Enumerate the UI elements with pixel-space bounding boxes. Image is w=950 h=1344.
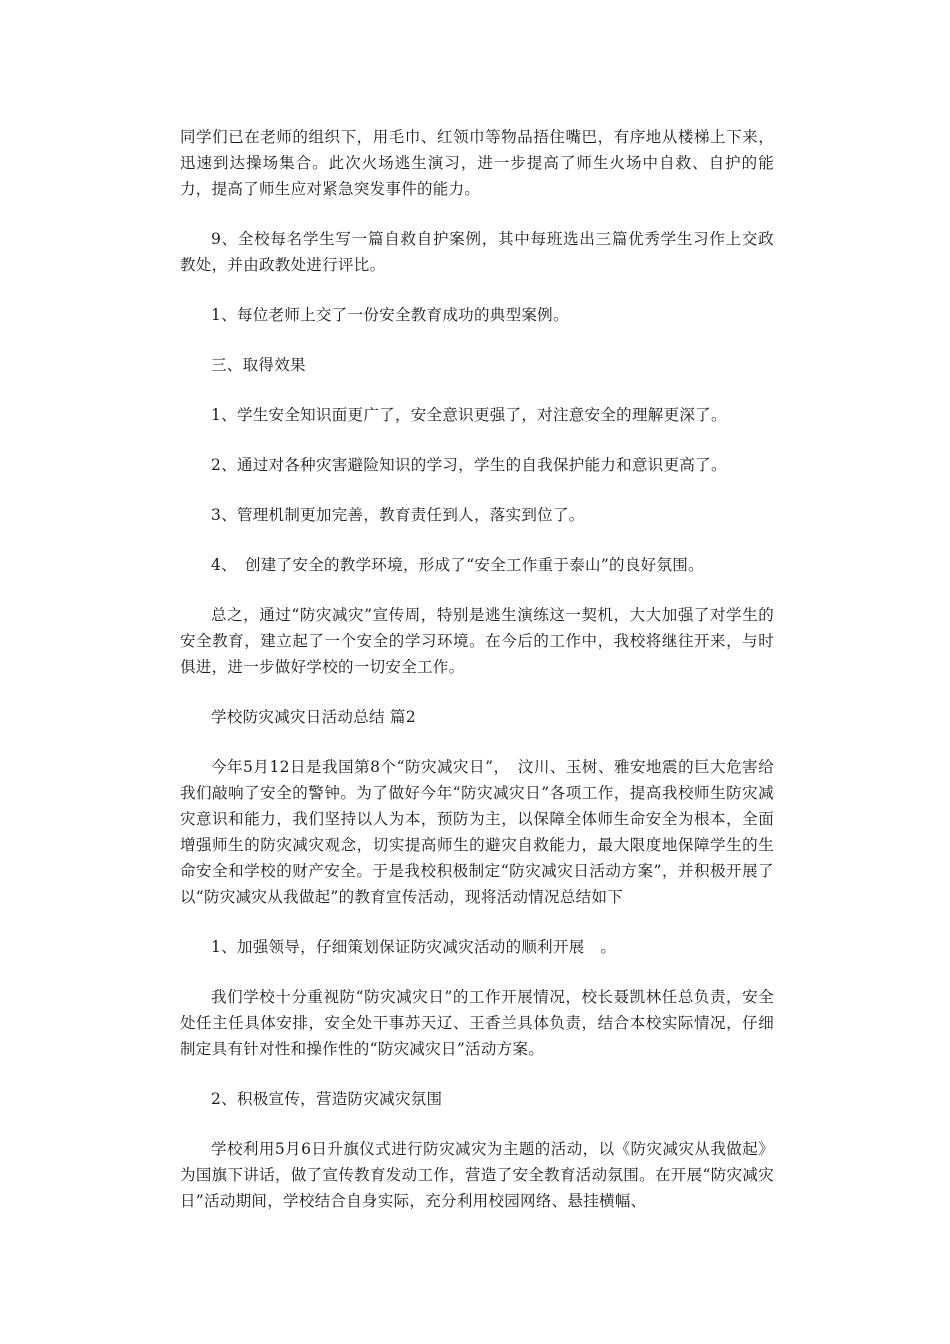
paragraph: 2、积极宣传，营造防灾减灾氛围	[211, 1090, 443, 1108]
paragraph: 总之，通过“防灾减灾”宣传周，特别是逃生演练这一契机，大大加强了对学生的安全教育，建立起了一个安全的学习环境。在今后的工作中，我校将继往开来，与时俱进，进一步做好学校的一切安全工作。	[180, 606, 774, 676]
section-title: 学校防灾减灾日活动总结 篇2	[211, 708, 416, 726]
paragraph: 我们学校十分重视防“防灾减灾日”的工作开展情况，校长聂凯林任总负责，安全处任主任具体安排，安全处干事苏天辽、王香兰具体负责，结合本校实际情况，仔细制定具有针对性和操作性的“防灾减灾日”活动方案。	[180, 988, 774, 1058]
paragraph: 1、加强领导，仔细策划保证防灾减灾活动的顺利开展 。	[211, 938, 617, 956]
paragraph: 2、通过对各种灾害避险知识的学习，学生的自我保护能力和意识更高了。	[211, 456, 727, 474]
document-body	[180, 124, 774, 1238]
paragraph: 同学们已在老师的组织下，用毛巾、红领巾等物品捂住嘴巴，有序地从楼梯上下来，迅速到达操场集合。此次火场逃生演习，进一步提高了师生火场中自救、自护的能力，提高了师生应对紧急突发事件的能力。	[180, 128, 774, 198]
paragraph: 今年5月12日是我国第8个“防灾减灾日”， 汶川、玉树、雅安地震的巨大危害给我们敲响了安全的警钟。为了做好今年“防灾减灾日”各项工作，提高我校师生防灾减灾意识和能力，我们坚持以人为本，预防为主，以保障全体师生命安全为根本，全面增强师生的防灾减灾观念，切实提高师生的避灾自救能力，最大限度地保障学生的生命安全和学校的财产安全。于是我校积极制定“防灾减灾日活动方案”，并积极开展了以“防灾减灾从我做起”的教育宣传活动，现将活动情况总结如下	[180, 758, 774, 906]
section-heading: 三、取得效果	[211, 356, 306, 374]
paragraph: 4、 创建了安全的教学环境，形成了“安全工作重于泰山”的良好氛围。	[211, 556, 704, 574]
paragraph: 9、全校每名学生写一篇自救自护案例，其中每班选出三篇优秀学生习作上交政教处，并由政教处进行评比。	[180, 230, 774, 274]
paragraph: 3、管理机制更加完善，教育责任到人，落实到位了。	[211, 506, 585, 524]
paragraph: 学校利用5月6日升旗仪式进行防灾减灾为主题的活动，以《防灾减灾从我做起》为国旗下讲话，做了宣传教育发动工作，营造了安全教育活动氛围。在开展“防灾减灾日”活动期间，学校结合自身实际，充分利用校园网络、悬挂横幅、	[180, 1140, 774, 1210]
paragraph: 1、学生安全知识面更广了，安全意识更强了，对注意安全的理解更深了。	[211, 406, 727, 424]
paragraph: 1、每位老师上交了一份安全教育成功的典型案例。	[211, 306, 569, 324]
